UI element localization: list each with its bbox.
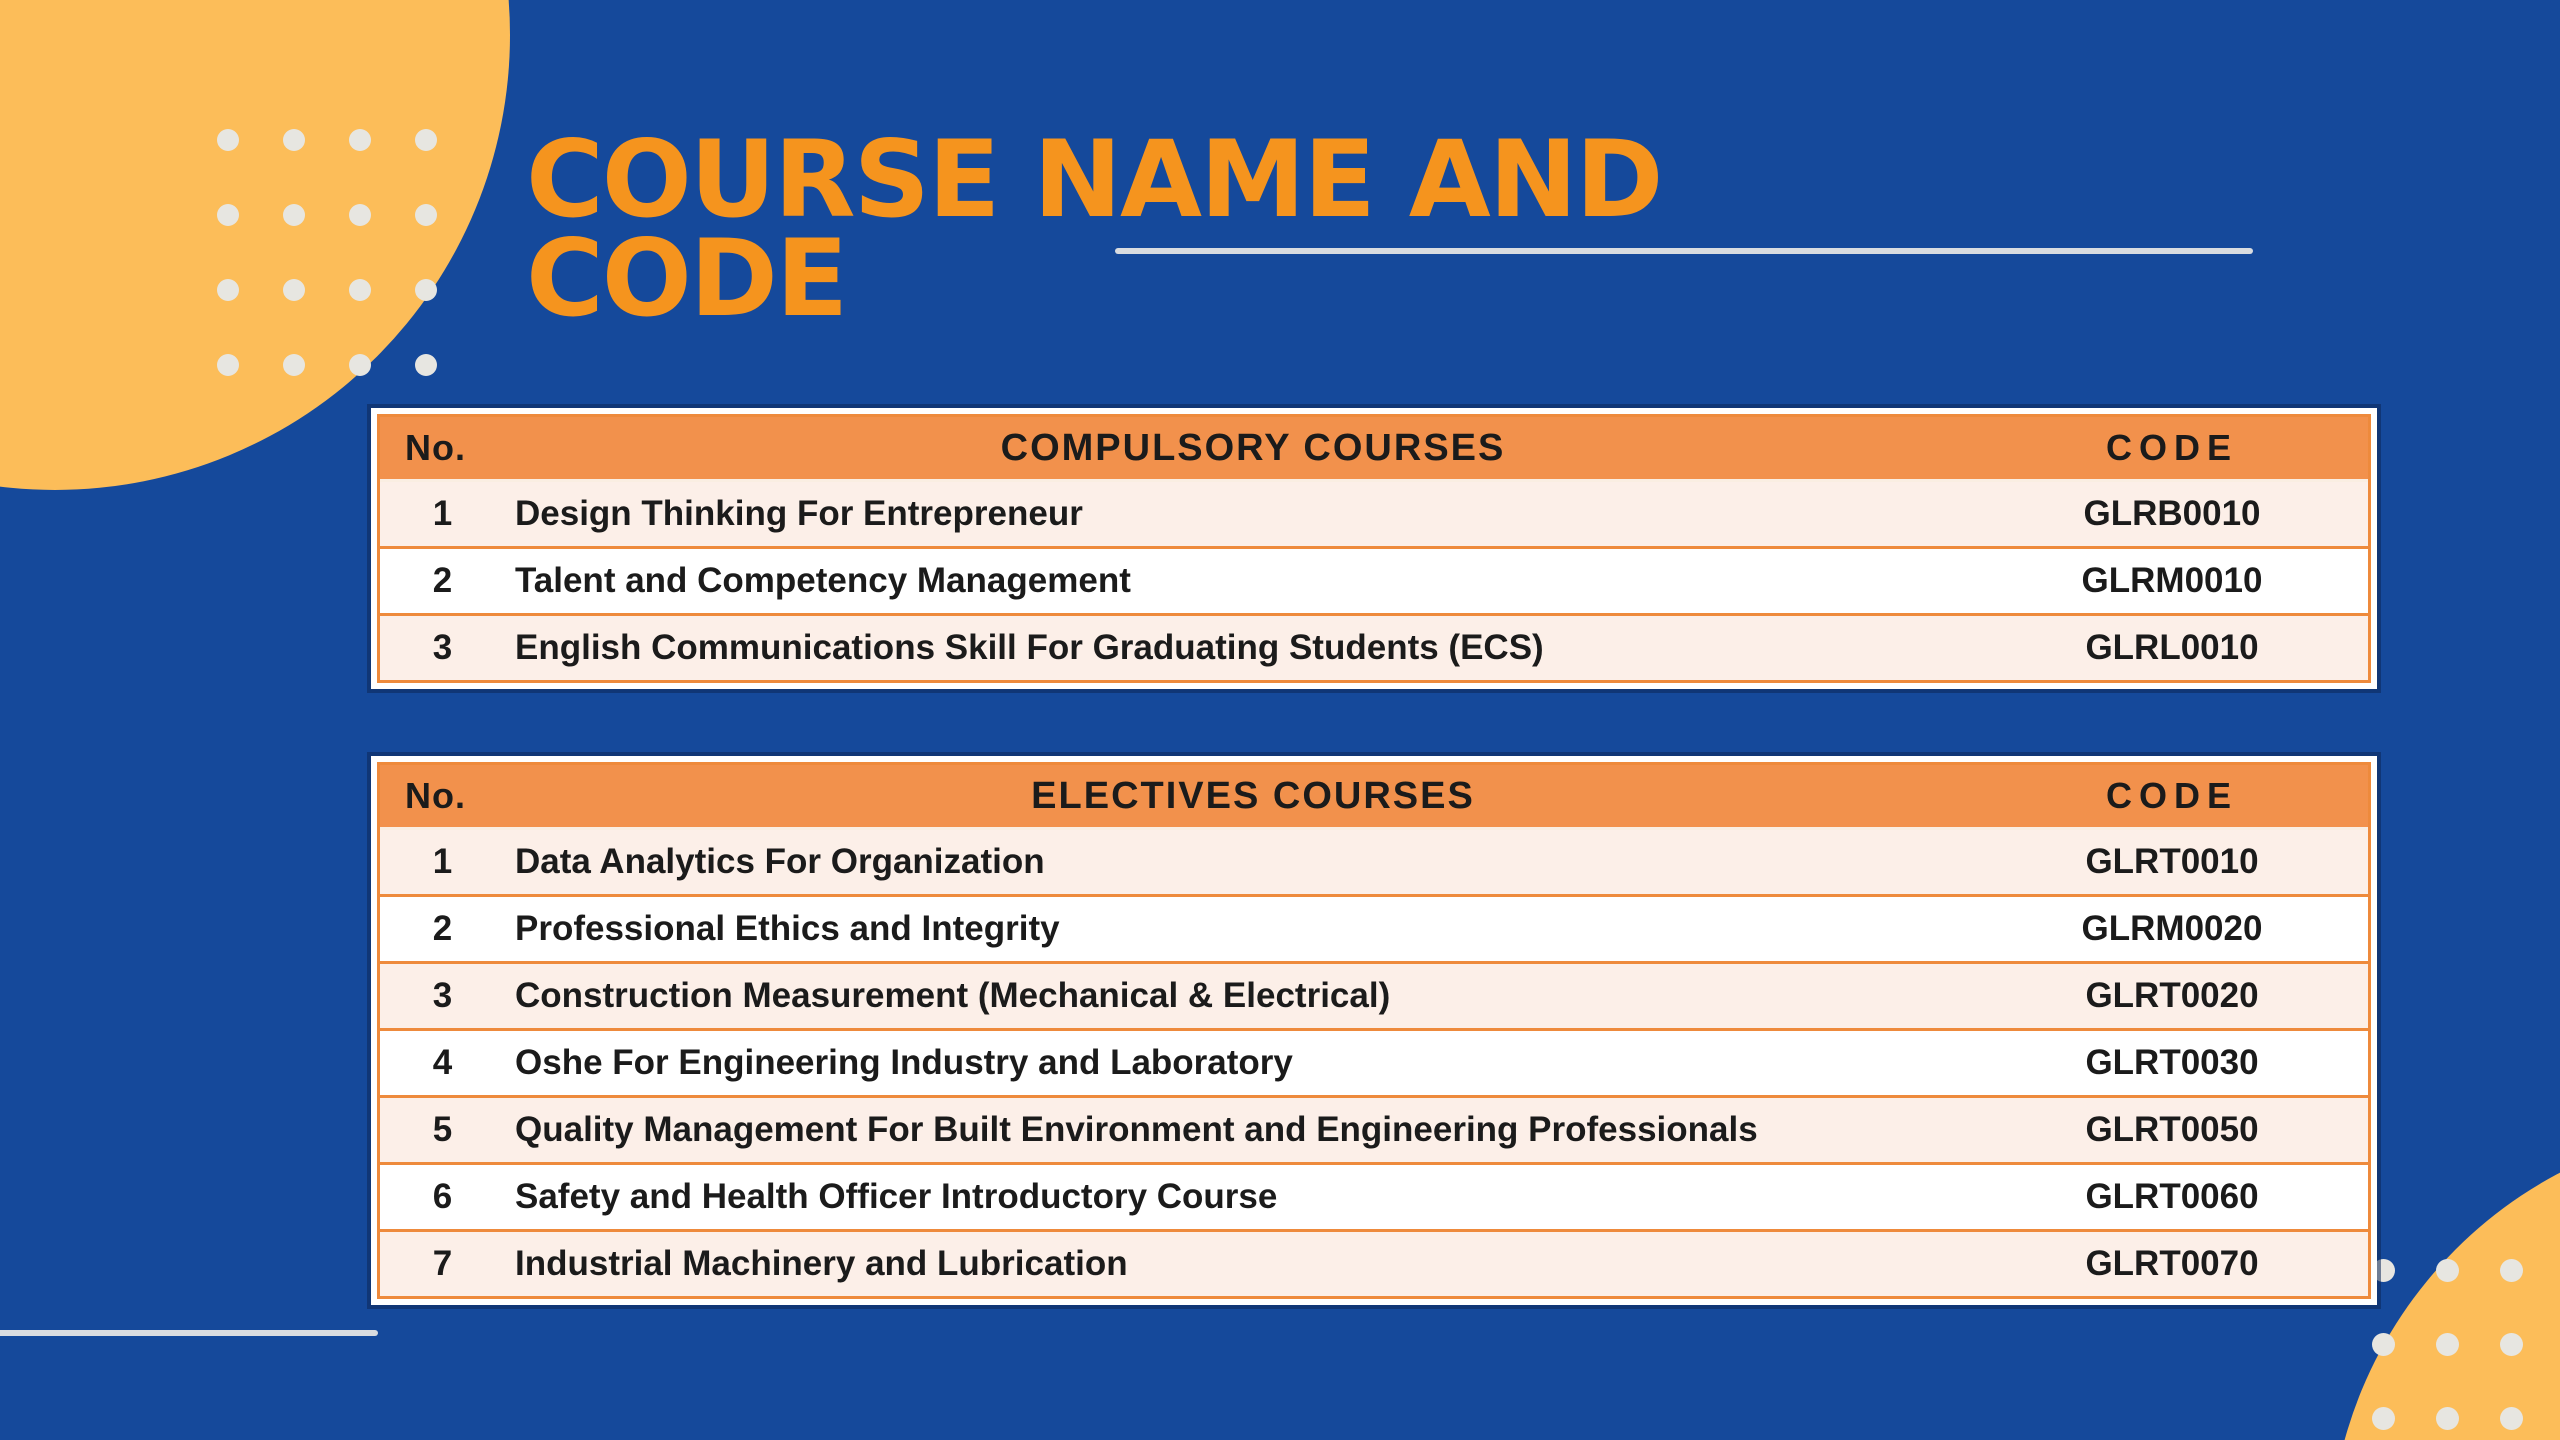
table-row	[380, 961, 2368, 1028]
decorative-dot	[2436, 1333, 2459, 1356]
cell-code: GLRB0010	[2083, 494, 2261, 533]
cell-name: Talent and Competency Management	[515, 561, 1131, 600]
table-row	[380, 827, 2368, 894]
cell-name: Professional Ethics and Integrity	[515, 909, 1060, 948]
decorative-dot	[2436, 1407, 2459, 1430]
bottom-left-rule	[0, 1330, 378, 1336]
cell-no: 3	[432, 628, 453, 667]
decorative-dot	[415, 279, 437, 301]
header-cell-code: CODE	[2105, 775, 2238, 816]
table-row	[380, 1028, 2368, 1095]
cell-name: Industrial Machinery and Lubrication	[515, 1244, 1128, 1283]
table-row	[380, 1162, 2368, 1229]
cell-no: 2	[432, 561, 453, 600]
decorative-dot	[415, 204, 437, 226]
decorative-dot	[415, 354, 437, 376]
decorative-dot	[217, 354, 239, 376]
header-cell-name: ELECTIVES COURSES	[1031, 774, 1475, 817]
cell-no: 3	[432, 976, 453, 1015]
page-title	[526, 118, 1662, 340]
cell-no: 1	[432, 842, 453, 881]
decorative-dot	[217, 279, 239, 301]
cell-no: 5	[432, 1110, 453, 1149]
decorative-dot	[349, 129, 371, 151]
header-cell-no: No.	[405, 427, 466, 468]
decorative-dot	[349, 354, 371, 376]
decorative-dot	[217, 129, 239, 151]
cell-no: 2	[432, 909, 453, 948]
electives-courses-table	[371, 756, 2377, 1305]
decorative-dot	[349, 204, 371, 226]
table-header-row	[380, 417, 2368, 479]
decorative-dot	[2436, 1259, 2459, 1282]
page-title-line-1: COURSE NAME AND	[526, 118, 1662, 241]
decorative-dot	[415, 129, 437, 151]
decorative-dot	[217, 204, 239, 226]
cell-no: 1	[432, 494, 453, 533]
title-underline-rule	[1115, 248, 2253, 254]
decorative-dot	[349, 279, 371, 301]
cell-no: 6	[432, 1177, 453, 1216]
cell-code: GLRT0050	[2085, 1110, 2259, 1149]
cell-name: Design Thinking For Entrepreneur	[515, 494, 1083, 533]
cell-no: 4	[432, 1043, 453, 1082]
cell-name: Safety and Health Officer Introductory Course	[515, 1177, 1278, 1216]
cell-code: GLRM0020	[2081, 909, 2263, 948]
table-row	[380, 479, 2368, 546]
decorative-dot	[2372, 1333, 2395, 1356]
decorative-dot	[283, 129, 305, 151]
table-header-row	[380, 765, 2368, 827]
table-row	[380, 1095, 2368, 1162]
cell-code: GLRT0060	[2085, 1177, 2259, 1216]
table-row	[380, 1229, 2368, 1296]
cell-code: GLRT0010	[2085, 842, 2259, 881]
cell-code: GLRM0010	[2081, 561, 2263, 600]
cell-name: Quality Management For Built Environment and Engineering Professionals	[515, 1110, 1758, 1149]
decorative-dot	[283, 354, 305, 376]
compulsory-courses-table	[371, 408, 2377, 689]
decorative-dot	[2372, 1407, 2395, 1430]
decorative-dot	[283, 279, 305, 301]
cell-code: GLRT0070	[2085, 1244, 2259, 1283]
header-cell-name: COMPULSORY COURSES	[1000, 426, 1506, 469]
cell-name: Oshe For Engineering Industry and Laboratory	[515, 1043, 1293, 1082]
header-cell-code: CODE	[2105, 427, 2238, 468]
cell-no: 7	[432, 1244, 453, 1283]
table-row	[380, 613, 2368, 680]
cell-name: Data Analytics For Organization	[515, 842, 1045, 881]
cell-code: GLRT0020	[2085, 976, 2259, 1015]
cell-name: English Communications Skill For Graduating Students (ECS)	[515, 628, 1544, 667]
decorative-dot	[2500, 1259, 2523, 1282]
decorative-dot	[283, 204, 305, 226]
header-cell-no: No.	[405, 775, 466, 816]
table-row	[380, 894, 2368, 961]
cell-name: Construction Measurement (Mechanical & Electrical)	[515, 976, 1391, 1015]
cell-code: GLRT0030	[2085, 1043, 2259, 1082]
decorative-dot	[2500, 1333, 2523, 1356]
table-row	[380, 546, 2368, 613]
decorative-dot	[2500, 1407, 2523, 1430]
page-title-line-2: CODE	[526, 217, 847, 340]
cell-code: GLRL0010	[2085, 628, 2259, 667]
